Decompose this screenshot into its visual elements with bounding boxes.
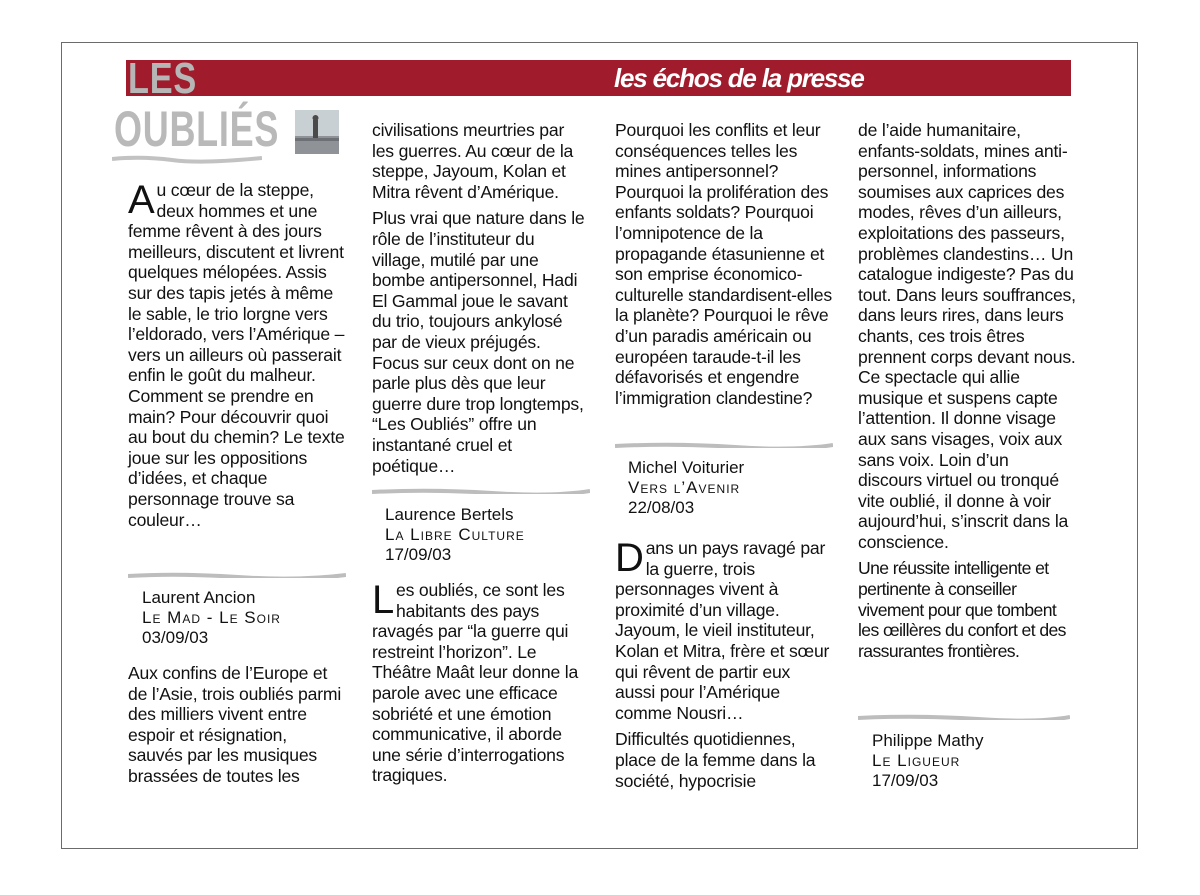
- author: Laurent Ancion: [142, 588, 256, 607]
- review4-p2: Difficultés quotidiennes, place de la femme dans la société, hypocrisie: [615, 729, 816, 791]
- logo-underline: [112, 154, 262, 164]
- signature-3: [628, 458, 744, 518]
- dropcap: L: [372, 578, 395, 622]
- author: Philippe Mathy: [872, 731, 984, 750]
- publication: La Libre Culture: [385, 525, 525, 544]
- date: 22/08/03: [628, 498, 695, 517]
- publication: Le Ligueur: [872, 751, 961, 770]
- review4-text: Dans un pays ravagé par la guerre, trois personnages vivent à proximité d’un village. Jayoum, le vieil instituteur, Kolan et Mitra, frère et sœur qui rêvent de partir eux aussi pour l’Amérique comme Nousri…: [615, 536, 830, 723]
- column-2: [372, 120, 590, 482]
- author: Michel Voiturier: [628, 458, 745, 477]
- review1-text: Au cœur de la steppe, deux hommes et une femme rêvent à des jours meilleurs, discutent et livrent quelques mélopées. Assis sur des tapis jetés à même le sable, le trio lorgne vers l’eldorado, vers l’Amérique – vers un ailleurs où passerait enfin le goût du malheur. Comment se prendre en main? Pour découvrir quoi au bout du chemin? Le texte joue sur les oppositions d’idées, et chaque personnage trouve sa couleur…: [128, 178, 345, 530]
- dropcap: D: [615, 536, 644, 580]
- column-1: [128, 180, 346, 536]
- signature-4: [872, 731, 984, 791]
- review2-p2: Plus vrai que nature dans le rôle de l’instituteur du village, mutilé par une bombe antipersonnel, Hadi El Gammal joue le savant du trio, toujours ankylosé par de vieux préjugés. Focus sur ceux dont on ne parle plus dès que leur guerre dure trop longtemps, “Les Oubliés” offre un instantané cruel et poétique…: [372, 208, 585, 476]
- author: Laurence Bertels: [385, 505, 514, 524]
- logo-line1: LES: [128, 54, 198, 103]
- divider: [858, 714, 1070, 720]
- publication: Vers l’Avenir: [628, 478, 741, 497]
- logo-photo-icon: [295, 110, 339, 154]
- logo-line2: OUBLIÉS: [114, 101, 280, 157]
- logo: [112, 52, 280, 162]
- signature-2: [385, 505, 525, 565]
- signature-1: [142, 588, 281, 648]
- review2-end: civilisations meurtries par les guerres. Au cœur de la steppe, Jayoum, Kolan et Mitra rêvent d’Amérique.: [372, 120, 574, 202]
- header-title: les échos de la presse: [614, 63, 864, 93]
- column-3: [615, 120, 833, 414]
- column-1-continued: [128, 663, 346, 793]
- dropcap: A: [128, 178, 155, 222]
- column-2-continued: [372, 580, 590, 792]
- date: 17/09/03: [385, 545, 452, 564]
- review4-p2-conclusion: Une réussite intelligente et pertinente à conseiller vivement pour que tombent les œillères du confort et des rassurantes frontières.: [858, 558, 1066, 661]
- review3-end: Pourquoi les conflits et leur conséquences telles les mines antipersonnel? Pourquoi la prolifération des enfants soldats? Pourquoi l’omnipotence de la propagande étasunienne et son emprise économico-culturelle standardisent-elles la planète? Pourquoi le rêve d’un paradis américain ou européen taraude-t-il les défavorisés et engendre l’immigration clandestine?: [615, 120, 832, 408]
- review2-start: Aux confins de l’Europe et de l’Asie, trois oubliés parmi des milliers vivent entre espoir et résignation, sauvés par les musiques brassées de toutes les: [128, 663, 342, 786]
- divider: [372, 488, 590, 494]
- publication: Le Mad - Le Soir: [142, 608, 281, 627]
- date: 17/09/03: [872, 771, 939, 790]
- review4-end: de l’aide humanitaire, enfants-soldats, mines anti-personnel, informations soumises aux caprices des modes, rêves d’un ailleurs, exploitations des passeurs, problèmes clandestins… Un catalogue indigeste? Pas du tout. Dans leurs souffrances, dans leurs rires, dans leurs chants, ces trois êtres prennent corps devant nous. Ce spectacle qui allie musique et suspens capte l’attention. Il donne visage aux sans visages, voix aux sans voix. Loin d’un discours virtuel ou tronqué vite oublié, il donne à voir aujourd’hui, s’inscrit dans la conscience.: [858, 120, 1076, 552]
- column-4: [858, 120, 1076, 667]
- review3-text: Les oubliés, ce sont les habitants des pays ravagés par “la guerre qui restreint l’horizon”. Le Théâtre Maât leur donne la parole avec une efficace sobriété et une émotion communicative, il aborde une série d’interrogations tragiques.: [372, 578, 579, 786]
- column-3-continued: [615, 538, 833, 797]
- divider: [128, 572, 346, 578]
- divider: [615, 442, 833, 448]
- date: 03/09/03: [142, 628, 209, 647]
